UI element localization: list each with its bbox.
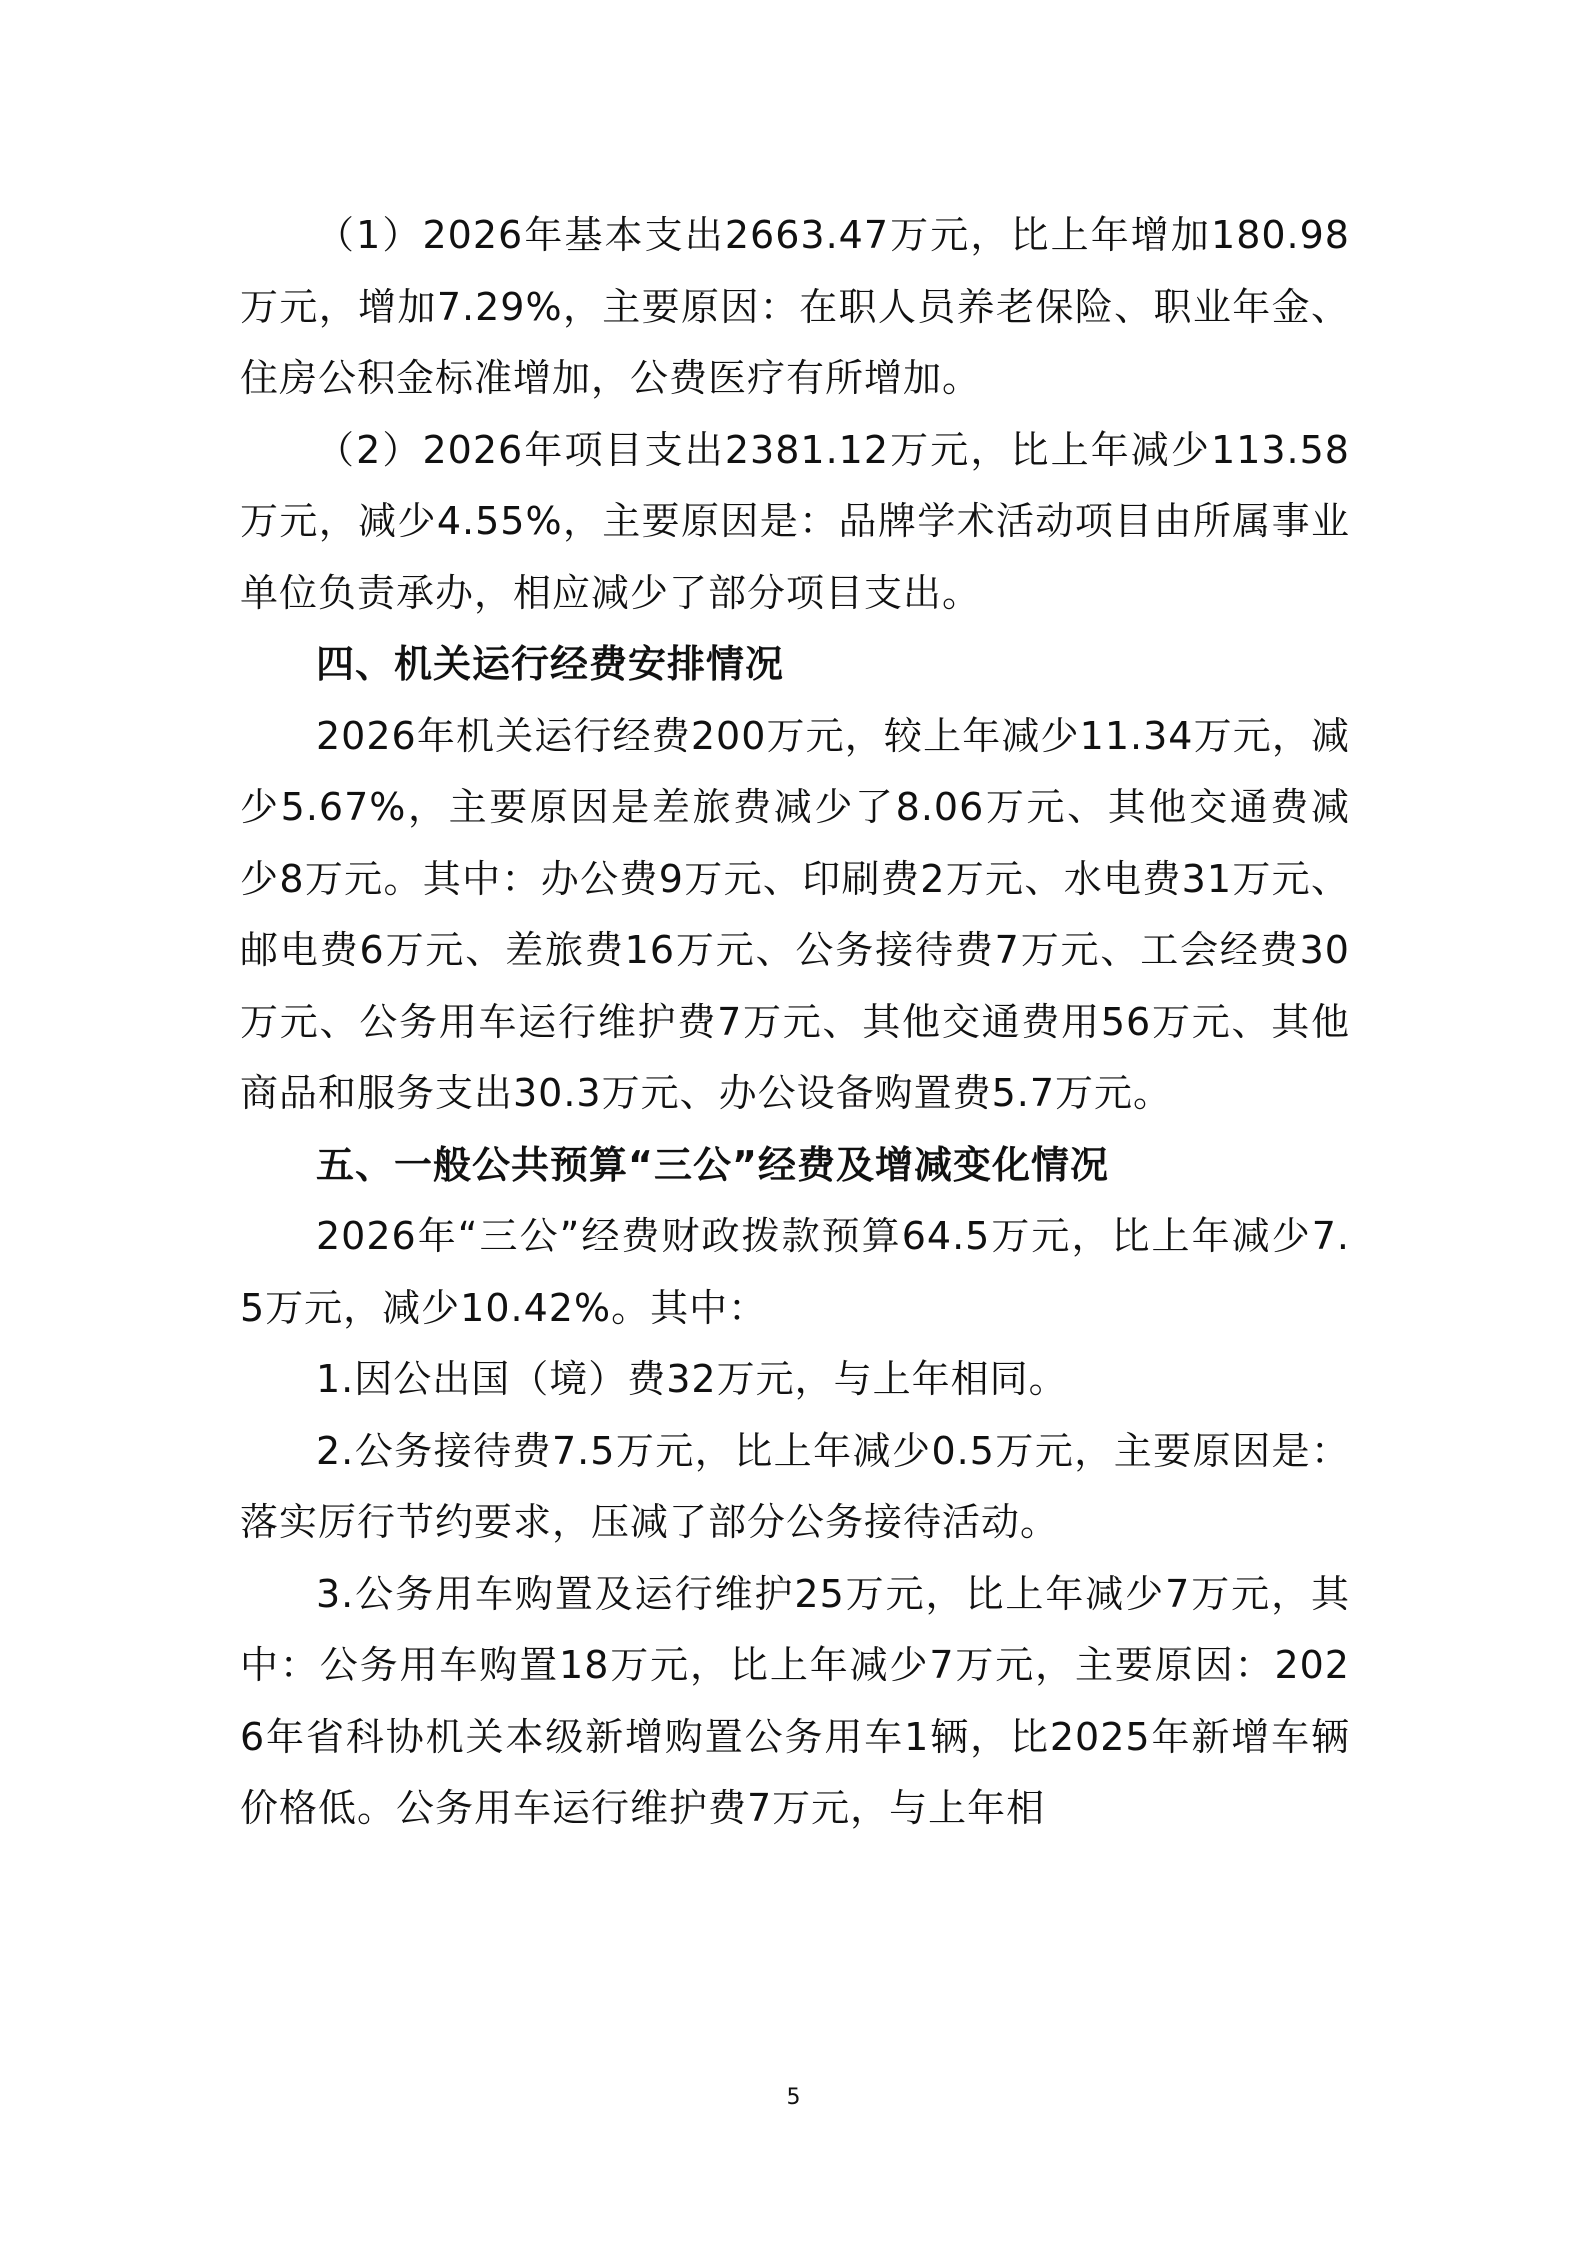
paragraph-basic-expenditure: （1）2026年基本支出2663.47万元，比上年增加180.98万元，增加7.29%，主要原因：在职人员养老保险、职业年金、住房公积金标准增加，公费医疗有所增加。 [240,213,1350,400]
section-heading-three-public-funds: 五、一般公共预算“三公”经费及增减变化情况 [316,1142,1109,1187]
paragraph-overseas-travel: 1.因公出国（境）费32万元，与上年相同。 [316,1357,1068,1401]
paragraph-project-expenditure: （2）2026年项目支出2381.12万元，比上年减少113.58万元，减少4.55%，主要原因是：品牌学术活动项目由所属事业单位负责承办，相应减少了部分项目支出。 [240,427,1350,615]
paragraph-official-reception: 2.公务接待费7.5万元，比上年减少0.5万元，主要原因是：落实厉行节约要求，压减了部分公务接待活动。 [240,1428,1350,1544]
page-number: 5 [786,2085,801,2110]
paragraph-three-public-funds: 2026年“三公”经费财政拨款预算64.5万元，比上年减少7.5万元，减少10.42%。其中： [240,1214,1350,1330]
section-heading-operating-funds: 四、机关运行经费安排情况 [316,642,785,686]
paragraph-operating-funds: 2026年机关运行经费200万元，较上年减少11.34万元，减少5.67%，主要原因是差旅费减少了8.06万元、其他交通费减少8万元。其中：办公费9万元、印刷费2万元、水电费31万元、邮电费6万元、差旅费16万元、公务接待费7万元、工会经费30万元、公务用车运行维护费7万元、其他交通费用56万元、其他商品和服务支出30.3万元、办公设备购置费5.7万元。 [240,713,1350,1115]
document-body [240,200,1350,1845]
paragraph-official-vehicles: 3.公务用车购置及运行维护25万元，比上年减少7万元，其中：公务用车购置18万元，比上年减少7万元，主要原因：2026年省科协机关本级新增购置公务用车1辆，比2025年新增车辆价格低。公务用车运行维护费7万元，与上年相 [240,1571,1350,1830]
